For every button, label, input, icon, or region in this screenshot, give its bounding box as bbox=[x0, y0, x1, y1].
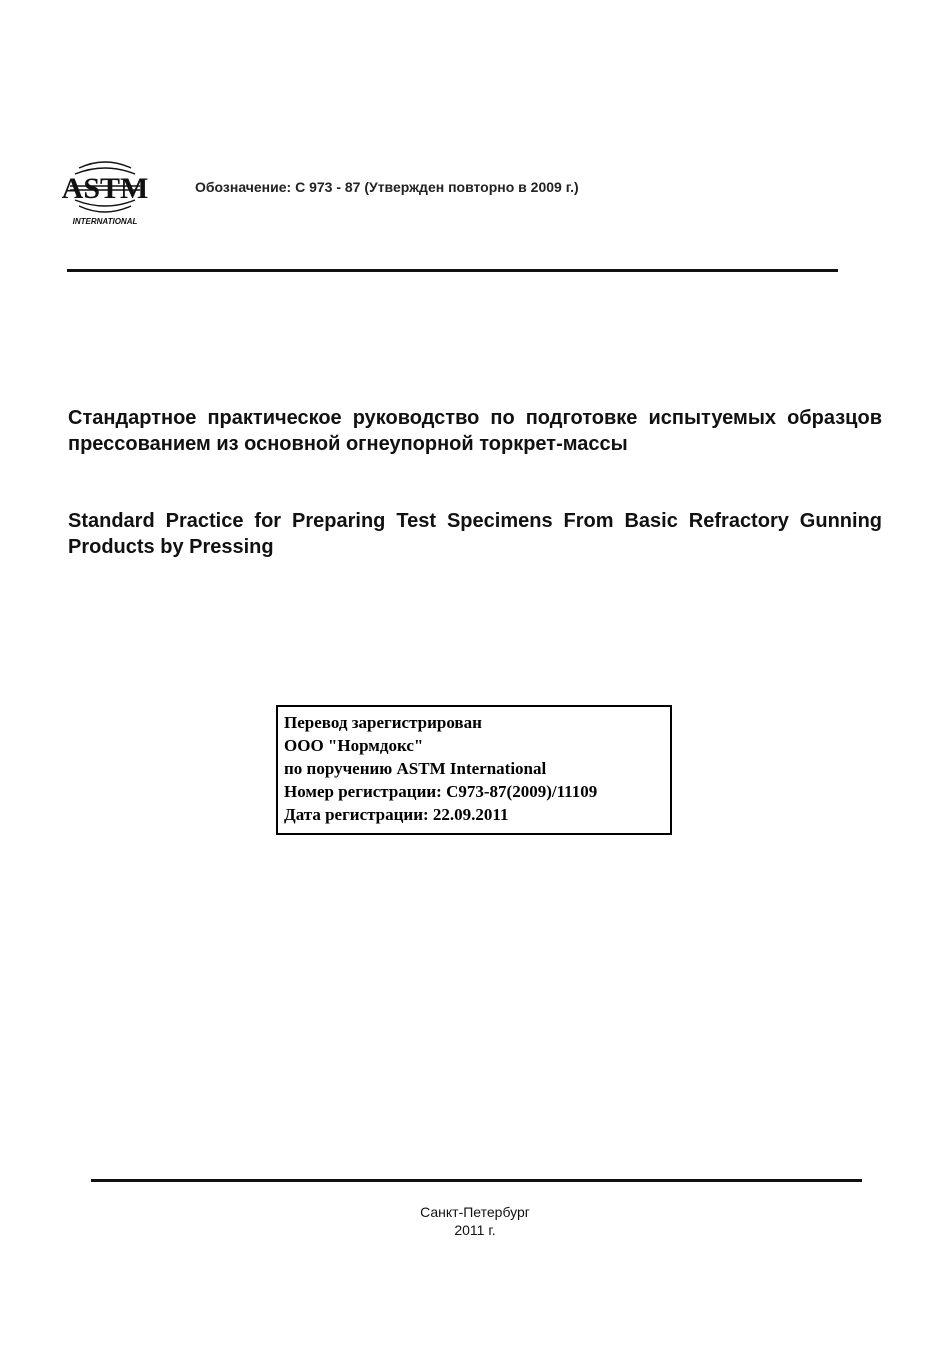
registration-line-date: Дата регистрации: 22.09.2011 bbox=[284, 805, 509, 824]
title-russian: Стандартное практическое руководство по подготовке испытуемых образцов прессованием из основной огнеупорной торкрет-массы bbox=[68, 407, 882, 455]
registration-line-commission: по поручению ASTM International bbox=[284, 759, 547, 778]
astm-logo-icon bbox=[61, 156, 149, 228]
registration-line-company: ООО "Нормдокс" bbox=[284, 736, 424, 755]
footer-year: 2011 г. bbox=[454, 1222, 496, 1238]
document-designation: Обозначение: С 973 - 87 (Утвержден повторно в 2009 г.) bbox=[195, 179, 579, 195]
footer-city: Санкт-Петербург bbox=[420, 1204, 530, 1220]
registration-stamp bbox=[276, 705, 672, 835]
top-divider bbox=[67, 269, 838, 272]
title-english: Standard Practice for Preparing Test Specimens From Basic Refractory Gunning Products by Pressing bbox=[68, 510, 882, 558]
bottom-divider bbox=[91, 1179, 862, 1182]
registration-line-translated: Перевод зарегистрирован bbox=[284, 713, 482, 732]
logo-subtext: INTERNATIONAL bbox=[72, 217, 138, 226]
registration-line-number: Номер регистрации: С973-87(2009)/11109 bbox=[284, 782, 598, 801]
logo-text: ASTM bbox=[61, 172, 149, 205]
